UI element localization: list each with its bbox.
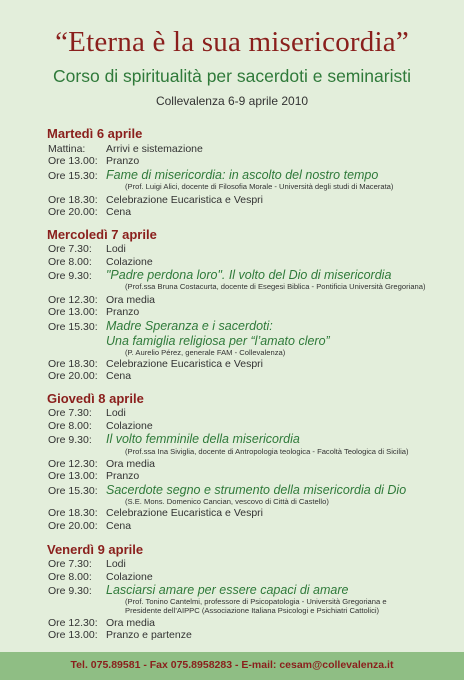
schedule-row: [48, 256, 153, 268]
schedule-row: [48, 558, 126, 570]
row-activity: Celebrazione Eucaristica e Vespri: [106, 507, 263, 519]
row-activity: Colazione: [106, 420, 153, 432]
schedule-row: [48, 168, 379, 182]
schedule-row: [48, 268, 392, 282]
schedule-row: [48, 294, 156, 306]
row-activity: Pranzo: [106, 155, 140, 167]
schedule-row: [48, 432, 300, 446]
schedule-row: [48, 571, 153, 583]
row-time: Ore 12.30:: [48, 617, 98, 629]
speaker-note: (Prof.ssa Ina Siviglia, docente di Antropologia teologica - Facoltà Teologica di Sicilia): [125, 447, 409, 456]
row-time: Ore 20.00:: [48, 206, 98, 218]
row-time: Ore 18.30:: [48, 358, 98, 370]
row-activity: Lodi: [106, 243, 126, 255]
row-activity: Colazione: [106, 571, 153, 583]
row-time: Ore 9.30:: [48, 434, 92, 446]
row-activity: Celebrazione Eucaristica e Vespri: [106, 358, 263, 370]
row-activity: Cena: [106, 370, 132, 382]
row-time: Ore 12.30:: [48, 458, 98, 470]
day-heading: Venerdì 9 aprile: [47, 542, 144, 557]
row-time: Ore 9.30:: [48, 585, 92, 597]
row-activity: Cena: [106, 206, 132, 218]
row-talk-title-continued: Una famiglia religiosa per “l’amato clero”: [106, 334, 330, 348]
footer-contacts: Tel. 075.89581 - Fax 075.8958283 - E-mail: cesam@collevalenza.it: [70, 659, 394, 671]
speaker-note: (Prof. Tonino Cantelmi, professore di Psicopatologia - Università Gregoriana e: [125, 597, 387, 606]
row-time: Ore 20.00:: [48, 520, 98, 532]
schedule-row: [48, 206, 132, 218]
schedule-row: [48, 306, 140, 318]
row-time: Ore 18.30:: [48, 194, 98, 206]
day-heading: Martedì 6 aprile: [47, 126, 143, 141]
row-time: Ore 13.00:: [48, 470, 98, 482]
row-talk-title: Sacerdote segno e strumento della misericordia di Dio: [106, 483, 407, 497]
row-activity: Pranzo: [106, 306, 140, 318]
schedule-row: [48, 520, 132, 532]
row-activity: Pranzo: [106, 470, 140, 482]
page-subtitle: Corso di spiritualità per sacerdoti e seminaristi: [53, 66, 411, 86]
schedule-row: [48, 143, 203, 155]
schedule-row: [48, 483, 407, 497]
speaker-note: (S.E. Mons. Domenico Cancian, vescovo di Città di Castello): [125, 497, 329, 506]
row-talk-title: Fame di misericordia: in ascolto del nostro tempo: [106, 168, 379, 182]
speaker-note: (Prof. Luigi Alici, docente di Filosofia Morale - Università degli studi di Macerata): [125, 182, 394, 191]
place-and-dates: Collevalenza 6-9 aprile 2010: [155, 94, 309, 108]
row-activity: Lodi: [106, 558, 126, 570]
page-title: “Eterna è la sua misericordia”: [55, 26, 409, 58]
row-time: Ore 20.00:: [48, 370, 98, 382]
row-time: Ore 15.30:: [48, 321, 98, 333]
row-talk-title: Madre Speranza e i sacerdoti:: [106, 319, 273, 333]
schedule-row: [48, 370, 132, 382]
row-time: Ore 15.30:: [48, 170, 98, 182]
schedule-row: [48, 458, 156, 470]
schedule-row: [48, 629, 192, 641]
row-time: Mattina:: [48, 143, 86, 155]
row-time: Ore 13.00:: [48, 155, 98, 167]
schedule-row: [48, 155, 140, 167]
day-heading: Mercoledì 7 aprile: [47, 227, 157, 242]
row-time: Ore 12.30:: [48, 294, 98, 306]
schedule-row: [48, 617, 156, 629]
day-heading: Giovedì 8 aprile: [47, 391, 144, 406]
row-time: Ore 13.00:: [48, 629, 98, 641]
footer-bar: [0, 652, 464, 680]
row-activity: Ora media: [106, 617, 156, 629]
row-activity: Pranzo e partenze: [106, 629, 192, 641]
schedule-row: [48, 358, 263, 370]
row-time: Ore 8.00:: [48, 256, 92, 268]
row-activity: Ora media: [106, 294, 156, 306]
row-time: Ore 7.30:: [48, 558, 92, 570]
row-activity: Lodi: [106, 407, 126, 419]
row-talk-title: "Padre perdona loro". Il volto del Dio di misericordia: [106, 268, 392, 282]
schedule-row: [48, 407, 126, 419]
speaker-note: (Prof.ssa Bruna Costacurta, docente di Esegesi Biblica - Pontificia Università Gregoriana): [125, 282, 426, 291]
row-time: Ore 15.30:: [48, 485, 98, 497]
schedule-row: [48, 420, 153, 432]
row-activity: Colazione: [106, 256, 153, 268]
schedule-row: [48, 243, 126, 255]
row-time: Ore 7.30:: [48, 243, 92, 255]
schedule-row: [48, 507, 263, 519]
row-time: Ore 9.30:: [48, 270, 92, 282]
row-time: Ore 7.30:: [48, 407, 92, 419]
row-time: Ore 8.00:: [48, 571, 92, 583]
row-time: Ore 13.00:: [48, 306, 98, 318]
row-activity: Cena: [106, 520, 132, 532]
schedule-row: [48, 583, 349, 597]
schedule-row: [48, 470, 140, 482]
row-activity: Celebrazione Eucaristica e Vespri: [106, 194, 263, 206]
row-talk-title: Il volto femminile della misericordia: [106, 432, 300, 446]
row-activity: Arrivi e sistemazione: [106, 143, 203, 155]
speaker-note: Presidente dell’AIPPC (Associazione Italiana Psicologi e Psichiatri Cattolici): [125, 606, 380, 615]
schedule-row: [48, 319, 273, 333]
schedule-row: [48, 194, 263, 206]
row-time: Ore 8.00:: [48, 420, 92, 432]
speaker-note: (P. Aurelio Pérez, generale FAM - Collevalenza): [125, 348, 286, 357]
schedule-row-continued: [48, 334, 330, 348]
row-time: Ore 18.30:: [48, 507, 98, 519]
row-activity: Ora media: [106, 458, 156, 470]
row-talk-title: Lasciarsi amare per essere capaci di amare: [106, 583, 349, 597]
